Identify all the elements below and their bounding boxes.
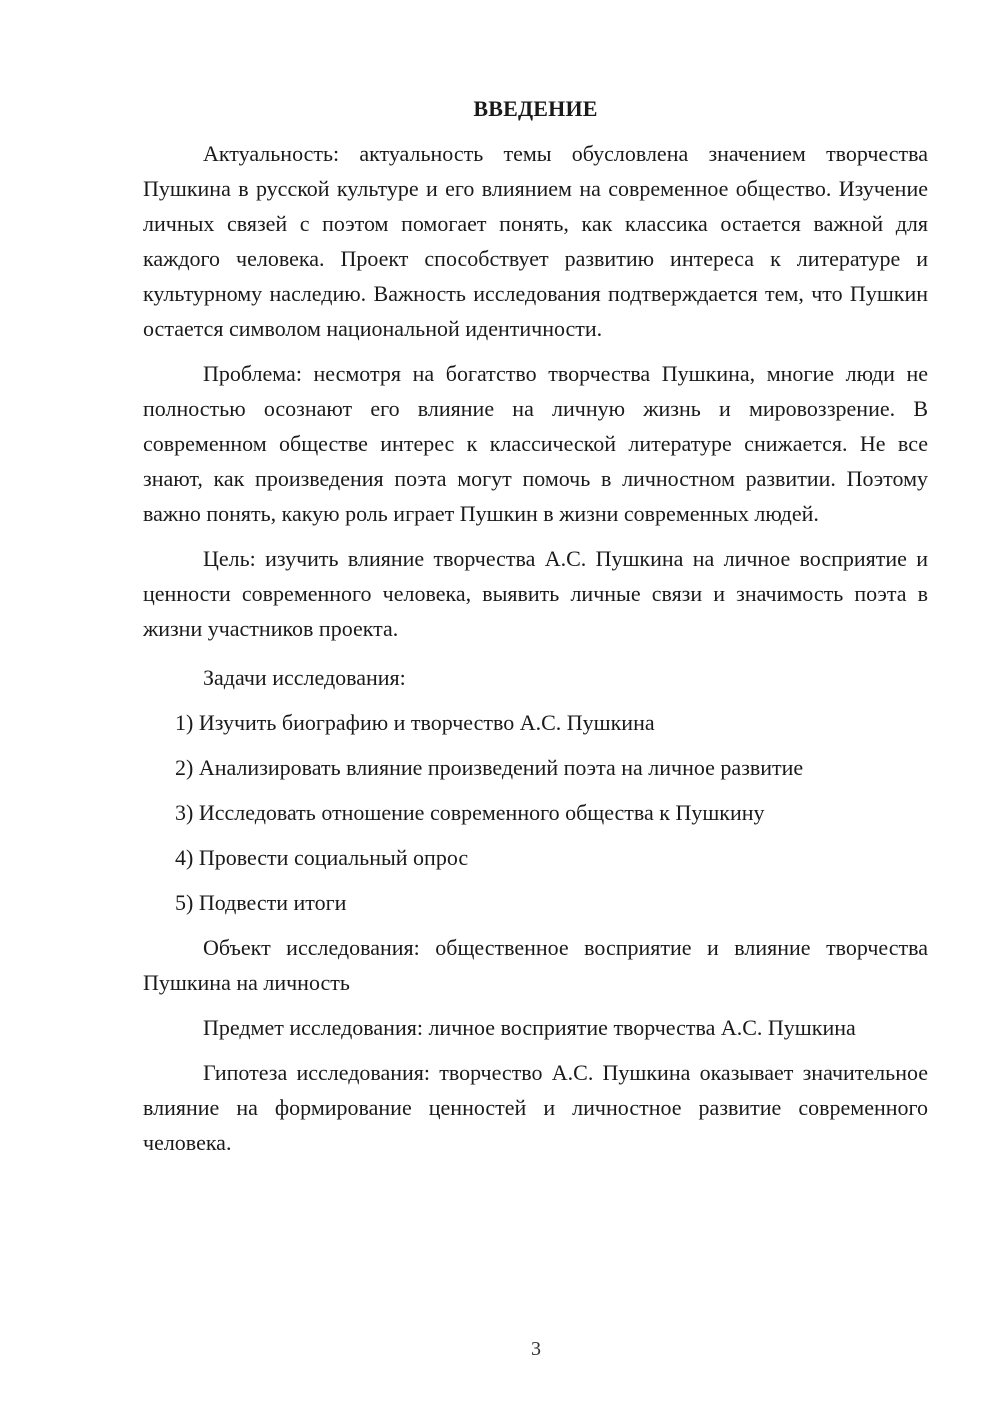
task-item: 2) Анализировать влияние произведений поэта на личное развитие bbox=[175, 755, 804, 780]
page-content bbox=[143, 92, 928, 1170]
goal-paragraph: Цель: изучить влияние творчества А.С. Пушкина на личное восприятие и ценности современного человека, выявить личные связи и значимость поэта в жизни участников проекта. bbox=[143, 546, 928, 641]
hypothesis-paragraph: Гипотеза исследования: творчество А.С. Пушкина оказывает значительное влияние на формирование ценностей и личностное развитие современного человека. bbox=[143, 1060, 928, 1155]
relevance-paragraph: Актуальность: актуальность темы обусловлена значением творчества Пушкина в русской культуре и его влиянием на современное общество. Изучение личных связей с поэтом помогает понять, как классика остается важной для каждого человека. Проект способствует развитию интереса к литературе и культурному наследию. Важность исследования подтверждается тем, что Пушкин остается символом национальной идентичности. bbox=[143, 141, 928, 341]
task-item: 4) Провести социальный опрос bbox=[175, 845, 469, 870]
problem-paragraph: Проблема: несмотря на богатство творчества Пушкина, многие люди не полностью осознают его влияние на личную жизнь и мировоззрение. В современном обществе интерес к классической литературе снижается. Не все знают, как произведения поэта могут помочь в личностном развитии. Поэтому важно понять, какую роль играет Пушкин в жизни современных людей. bbox=[143, 361, 928, 526]
page-title: ВВЕДЕНИЕ bbox=[473, 96, 598, 121]
page-number: 3 bbox=[531, 1338, 541, 1360]
tasks-list bbox=[143, 705, 928, 920]
tasks-heading: Задачи исследования: bbox=[203, 665, 406, 690]
object-paragraph: Объект исследования: общественное восприятие и влияние творчества Пушкина на личность bbox=[143, 935, 928, 995]
task-item: 3) Исследовать отношение современного общества к Пушкину bbox=[175, 800, 765, 825]
subject-paragraph: Предмет исследования: личное восприятие творчества А.С. Пушкина bbox=[203, 1015, 856, 1040]
task-item: 1) Изучить биографию и творчество А.С. Пушкина bbox=[175, 710, 655, 735]
task-item: 5) Подвести итоги bbox=[175, 890, 347, 915]
